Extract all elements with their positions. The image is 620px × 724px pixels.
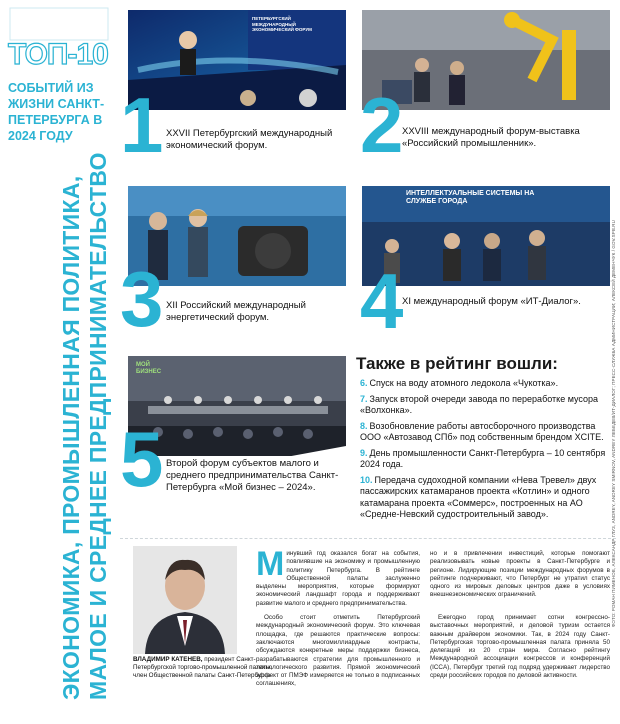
article-col-1	[256, 545, 420, 689]
article-paragraph-3: но и в привлечении инвестиций, которые помогают реализовывать новые проекты в Санкт-Петербурге и регионе. Лидирующие позиции международных форумов в рейтинге подчеркивают, что Петербург не утратил статус одного из мировых деловых центров даже в условиях внешнеэкономических ограничений.	[430, 550, 610, 599]
quote-attribution	[133, 656, 273, 680]
it-banner-text: ИНТЕЛЛЕКТУАЛЬНЫЕ СИСТЕМЫ НА СЛУЖБЕ ГОРОДА	[406, 190, 535, 205]
photo-credits: ФОТО: РОМАН ПИМЕНОВ, АЛЕКСАНДР ГЛУЗ, ANDREY, ANDREY SMIRNOV, ANDREY ЛЕБЕДЕВ/ИТ-ДИАЛОГ; ПРЕСС-СЛУЖБА АДМИНИСТРАЦИИ; АЛЕКСЕЙ ДЕМЕНЧУК / GOV.SPB.RU	[611, 220, 616, 628]
article-paragraph-2: Особо стоит отметить Петербургский международный экономический форум. Это ключевая площадка, где решаются практические вопросы: заключаются многомиллиардные контракты, обсуждаются конкретные меры поддержки бизнеса, разрабатываются стратегии для промышленного и технологического развития. Прямой экономический эффект от ПМЭФ измеряется не только в подписанных соглашениях,	[256, 614, 420, 688]
spief-banner-text: ПЕТЕРБУРГСКИЙ МЕЖДУНАРОДНЫЙ ЭКОНОМИЧЕСКИЙ ФОРУМ	[252, 16, 312, 32]
article-dropcap: М	[256, 545, 285, 583]
section-divider	[120, 538, 616, 539]
list-item: 6. Спуск на воду атомного ледокола «Чукотка».	[360, 378, 559, 388]
event-caption-3: XII Российский международный энергетический форум.	[166, 300, 306, 323]
page-subtitle: СОБЫТИЙ ИЗ ЖИЗНИ САНКТ-ПЕТЕРБУРГА В 2024 ГОДУ	[8, 81, 105, 143]
event-caption-4: XI международный форум «ИТ-Диалог».	[402, 296, 581, 307]
event-number-3: 3	[120, 255, 164, 343]
event-number-5: 5	[120, 415, 164, 503]
list-item: 7. Запуск второй очереди завода по переработке мусора «Волхонка».	[360, 393, 599, 415]
also-rating-list	[360, 378, 612, 525]
quote-role: президент Санкт-Петербургской торгово-промышленной палаты, член Общественной палаты Санкт-Петербурга	[133, 656, 273, 679]
list-item: 9. День промышленности Санкт-Петербурга – 10 сентября 2024 года.	[360, 447, 606, 469]
top10-heading: ТОП-10	[8, 38, 108, 71]
event-caption-5: Второй форум субъектов малого и среднего предпринимательства Санкт-Петербурга «Мой бизнес – 2024».	[166, 458, 339, 493]
quote-name: ВЛАДИМИР КАТЕНЕВ,	[133, 656, 203, 663]
event-number-2: 2	[360, 81, 404, 169]
event-number-4: 4	[360, 257, 404, 345]
also-rating-title: Также в рейтинг вошли:	[356, 354, 558, 373]
list-item: 10. Передача судоходной компании «Нева Тревел» двух пассажирских катамаранов проекта «Котлин» и одного катамарана проекта «Соммерс», построенных на АО «Средне-Невский судостроительный завод».	[360, 474, 597, 519]
event-caption-1: XXVII Петербургский международный экономический форум.	[166, 128, 333, 151]
event-number-1: 1	[120, 81, 164, 169]
article-paragraph-1: инувший год оказался богат на события, повлиявшие на экономику и промышленную политику Петербурга. В рейтинге Общественной палаты заслуженно выделены мероприятия, которые формируют экономический ландшафт города и поддерживают развитие малого и среднего предпринимательства.	[256, 550, 420, 607]
event-caption-2: XXVIII международный форум-выставка «Российский промышленник».	[402, 126, 580, 149]
sidebar-title-wrap	[58, 140, 118, 700]
portrait-photo	[133, 546, 237, 654]
biz-logo-text: МОЙ БИЗНЕС	[136, 362, 162, 375]
article-paragraph-4: Ежегодно город принимает сотни конгрессно-выставочных мероприятий, и деловой туризм остается важным драйвером экономики. Так, в 2024 году Санкт-Петербургская торгово-промышленная палата приняла 50 делегаций из 20 стран мира. Согласно рейтингу Международной ассоциации конгрессов и конференций (ICCA), Петербург третий год подряд удерживает лидерство среди российских городов по деловой активности.	[430, 614, 610, 680]
sidebar-title: ЭКОНОМИКА, ПРОМЫШЛЕННАЯ ПОЛИТИКА, МАЛОЕ И СРЕДНЕЕ ПРЕДПРИНИМАТЕЛЬСТВО	[58, 152, 111, 700]
list-item: 8. Возобновление работы автосборочного производства ООО «Автозавод СПб» под собственным брендом XCITE.	[360, 420, 604, 442]
